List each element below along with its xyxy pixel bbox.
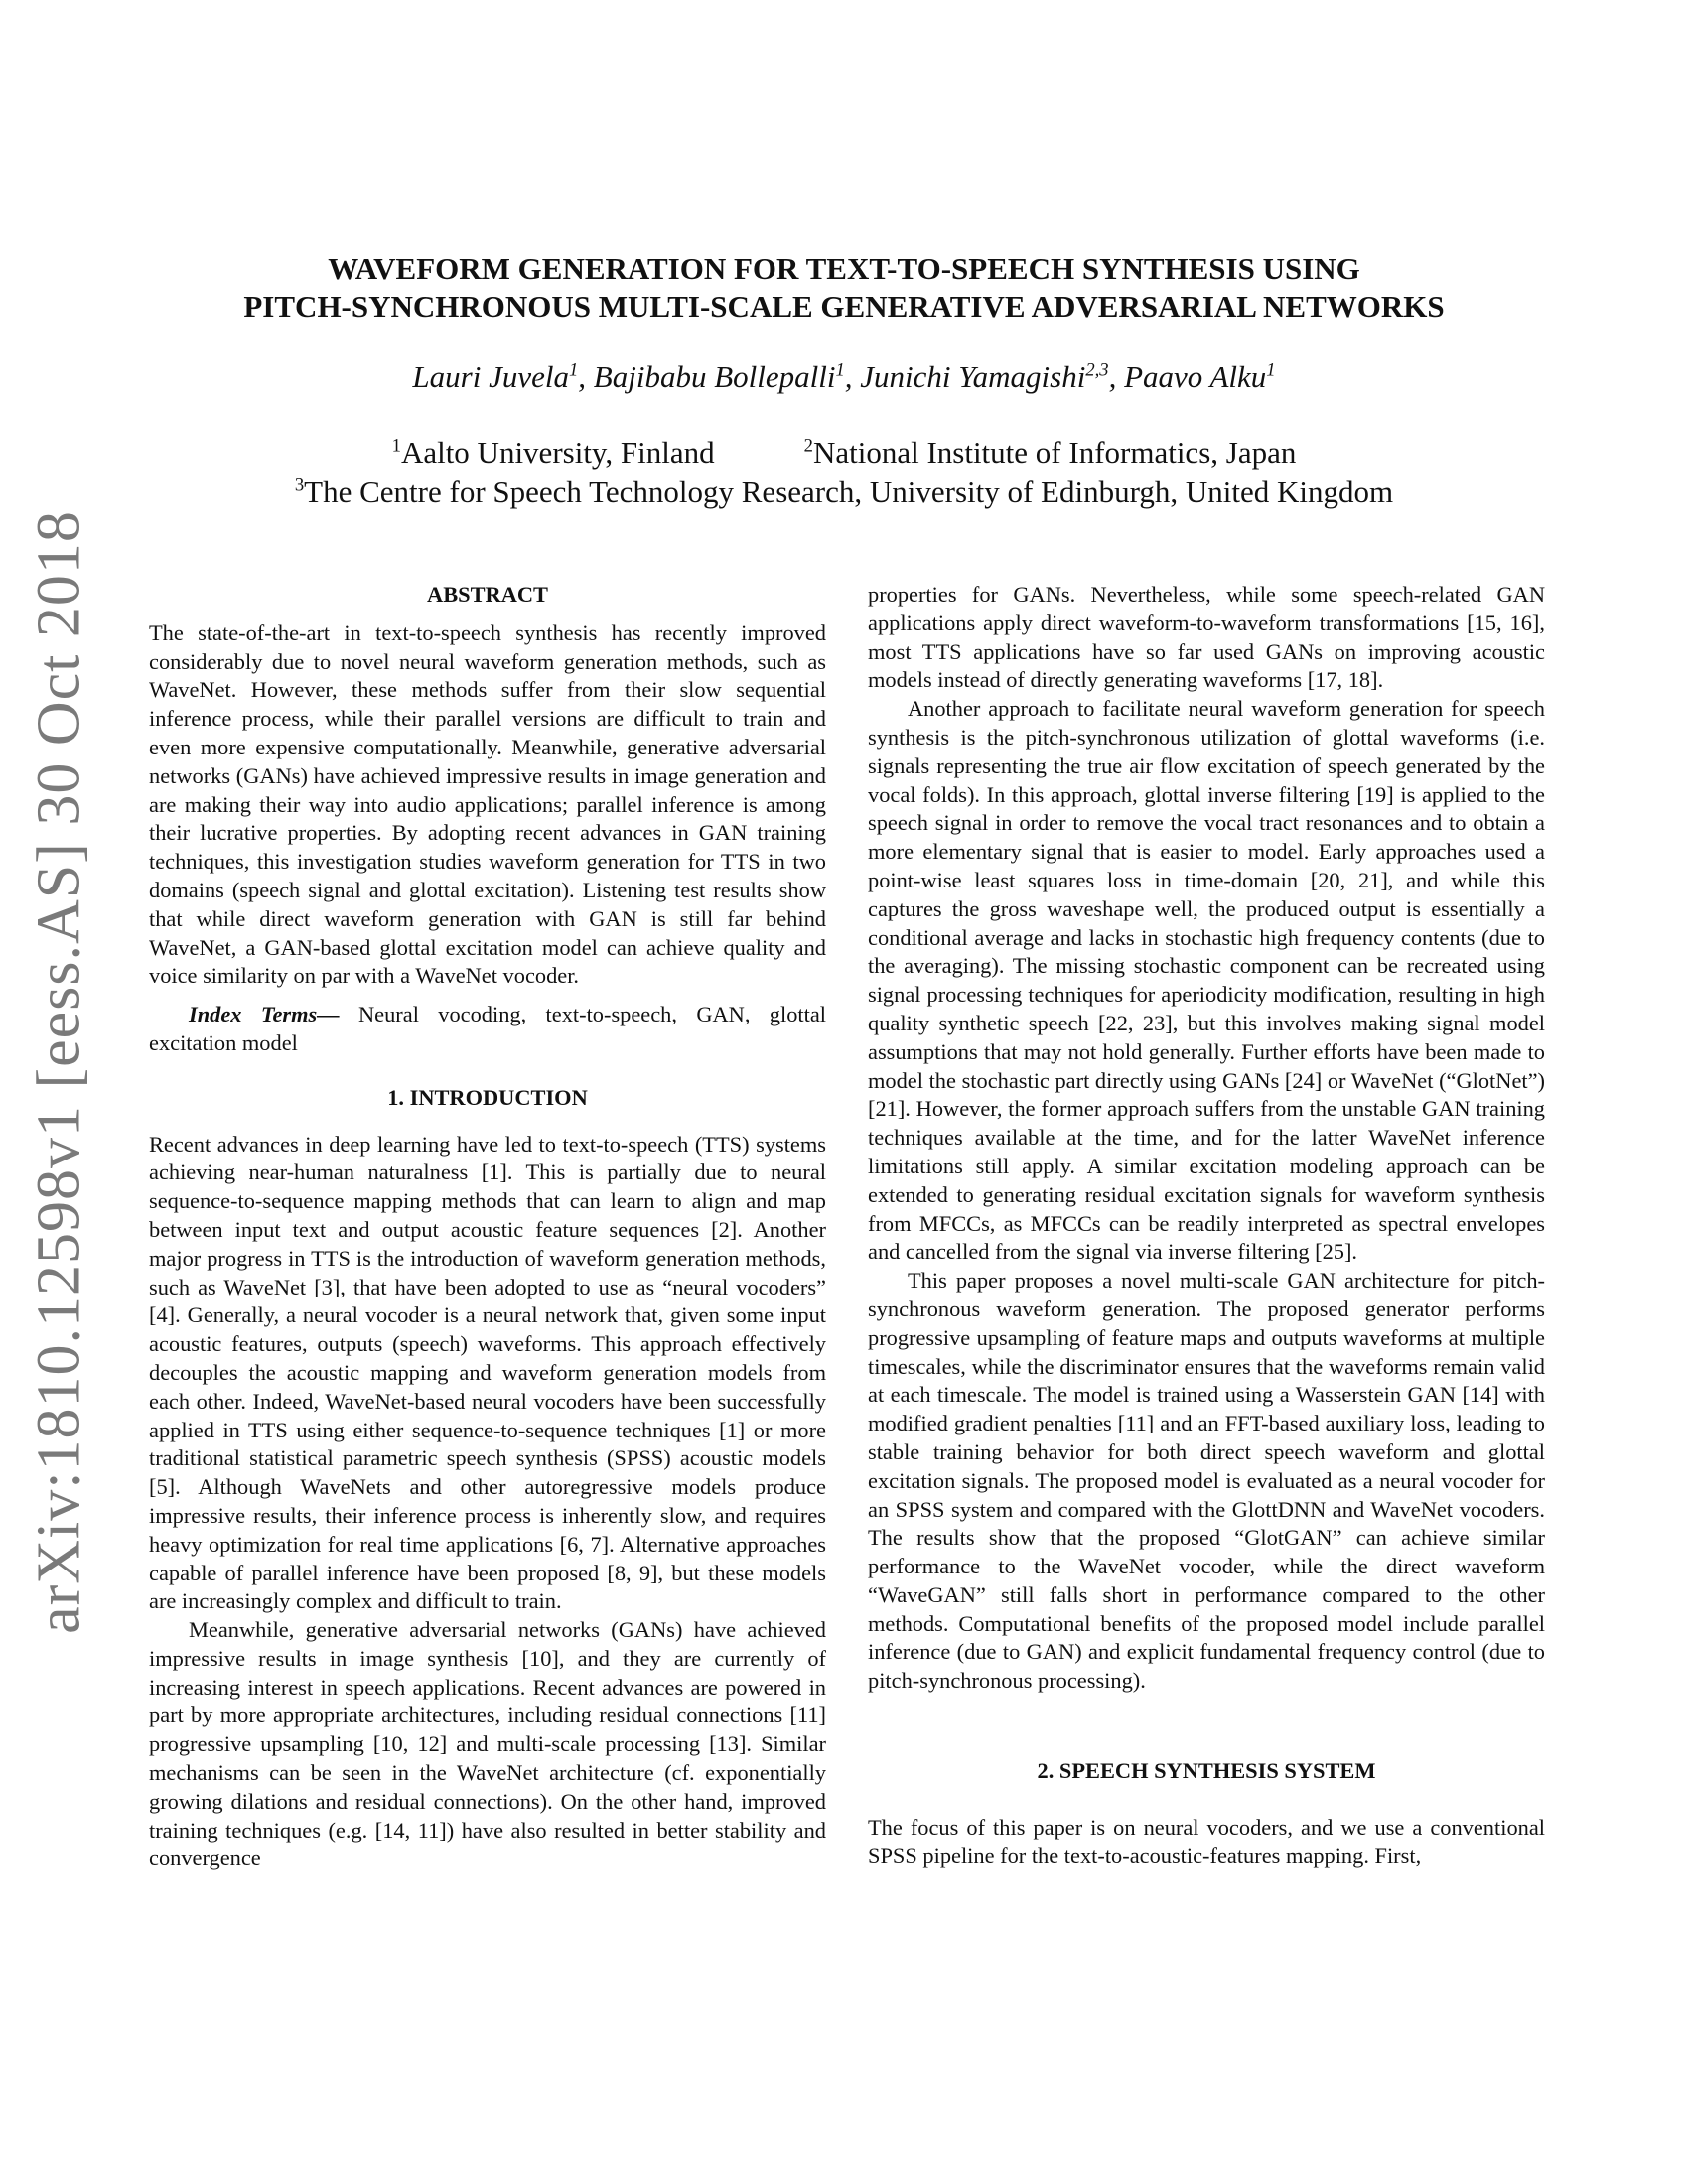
index-terms (149, 1001, 826, 1058)
affil-mark: 1 (391, 435, 401, 457)
affiliation-name: National Institute of Informatics, Japan (812, 435, 1297, 470)
index-terms-text: Neural vocoding, text-to-speech, GAN, glottal excitation model (149, 1002, 826, 1055)
arxiv-sidebar (20, 510, 99, 1634)
title-line-1: WAVEFORM GENERATION FOR TEXT-TO-SPEECH SYNTHESIS USING (328, 251, 1360, 286)
author-list: Lauri Juvela$^1$, Bajibabu Bollepalli$^1$, Junichi Yamagishi$^{2,3}$, Paavo Alku$^1$ (412, 359, 1276, 394)
paragraph: This paper proposes a novel multi-scale GAN architecture for pitch-synchronous waveform generation. The proposed generator performs progressive upsampling of feature maps and outputs waveforms at multiple timescales, while the discriminator ensures that the waveforms remain valid at each timescale. The model is trained using a Wasserstein GAN [14] with modified gradient penalties [11] and an FFT-based auxiliary loss, leading to stable training behavior for both direct speech waveform and glottal excitation signals. The proposed model is evaluated as a neural vocoder for an SPSS system and compared with the GlottDNN and WaveNet vocoders. The results show that the proposed “GlotGAN” can achieve similar performance to the WaveNet vocoder, while the direct waveform “WaveGAN” still falls short in performance compared to the other methods. Computational benefits of the proposed model include parallel inference (due to GAN) and explicit fundamental frequency control (due to pitch-synchronous processing). (868, 1268, 1545, 1694)
author-affil-mark: 1 (568, 359, 579, 381)
affil-mark: 3 (294, 475, 305, 496)
author-affil-mark: 1 (1266, 359, 1276, 381)
author-affil-mark: 2,3 (1085, 359, 1109, 381)
paper-title (149, 250, 1539, 326)
author-name: Bajibabu Bollepalli (593, 359, 836, 394)
affiliation-name: The Centre for Speech Technology Research, University of Edinburgh, United Kingdom (304, 475, 1394, 509)
paragraph: Meanwhile, generative adversarial networks (GANs) have achieved impressive results in image synthesis [10], and they are currently of increasing interest in speech applications. Recent advances are powered in part by more appropriate architectures, including residual connections [11] progressive upsampling [10, 12] and multi-scale processing [13]. Similar mechanisms can be seen in the WaveNet architecture (cf. exponentially growing dilations and residual connections). On the other hand, improved training techniques (e.g. [14, 11]) have also resulted in better stability and convergence (149, 1617, 826, 1871)
paragraph: properties for GANs. Nevertheless, while some speech-related GAN applications apply direct waveform-to-waveform transformations [15, 16], most TTS applications have so far used GANs on improving acoustic models instead of directly generating waveforms [17, 18]. (868, 582, 1545, 693)
left-column (149, 581, 826, 1873)
paragraph: Recent advances in deep learning have led to text-to-speech (TTS) systems achieving near-human naturalness [1]. This is partially due to neural sequence-to-sequence mapping methods that can learn to align and map between input text and output acoustic feature sequences [2]. Another major progress in TTS is the introduction of waveform generation methods, such as WaveNet [3], that have been adopted to use as “neural vocoders” [4]. Generally, a neural vocoder is a neural network that, given some input acoustic features, outputs (speech) waveforms. This approach effectively decouples the acoustic mapping and waveform generation models from each other. Indeed, WaveNet-based neural vocoders have been successfully applied in TTS using either sequence-to-sequence techniques [1] or more traditional statistical parametric speech synthesis (SPSS) acoustic models [5]. Although WaveNets and other autoregressive models produce impressive results, their inference process is inherently slow, and requires heavy optimization for real time applications [6, 7]. Alternative approaches capable of parallel inference have been proposed [8, 9], but these models are increasingly complex and difficult to train. (149, 1131, 826, 1614)
abstract-heading: ABSTRACT (427, 582, 548, 607)
paragraph: Another approach to facilitate neural waveform generation for speech synthesis is the pitch-synchronous utilization of glottal waveforms (i.e. signals representing the true air flow excitation of speech generated by the vocal folds). In this approach, glottal inverse filtering [19] is applied to the speech signal in order to remove the vocal tract resonances and to obtain a more elementary signal that is easier to model. Early approaches used a point-wise least squares loss in time-domain [20, 21], and while this captures the gross waveshape well, the produced output is essentially a conditional average and lacks in stochastic high frequency contents (due to the averaging). The missing stochastic component can be recreated using signal processing techniques for aperiodicity modification, resulting in high quality synthetic speech [22, 23], but this involves making signal model assumptions that may not hold generally. Further efforts have been made to model the stochastic part directly using GANs [24] or WaveNet (“GlotNet”) [21]. However, the former approach suffers from the unstable GAN training techniques available at the time, and for the latter WaveNet inference limitations still apply. A similar excitation modeling approach can be extended to generating residual excitation signals for waveform synthesis from MFCCs, as MFCCs can be readily interpreted as spectral envelopes and cancelled from the signal via inverse filtering [25]. (868, 696, 1545, 1265)
affil-mark: 2 (803, 435, 813, 457)
index-terms-label: Index Terms— (189, 1002, 340, 1027)
paragraph: The focus of this paper is on neural vocoders, and we use a conventional SPSS pipeline for the text-to-acoustic-features mapping. First, (868, 1814, 1545, 1868)
title-line-2: PITCH-SYNCHRONOUS MULTI-SCALE GENERATIVE ADVERSARIAL NETWORKS (243, 289, 1445, 324)
author-name: Junichi Yamagishi (860, 359, 1086, 394)
author-affil-mark: 1 (835, 359, 845, 381)
arxiv-identifier: arXiv:1810.12598v1 [eess.AS] 30 Oct 2018 (25, 510, 93, 1634)
affiliation-line-1 (149, 435, 1539, 471)
section-heading-system: 2. SPEECH SYNTHESIS SYSTEM (1037, 1758, 1376, 1784)
affiliation-line-2 (149, 475, 1539, 510)
right-column (868, 581, 1545, 1870)
affiliation-name: Aalto University, Finland (400, 435, 715, 470)
author-name: Lauri Juvela (412, 359, 569, 394)
abstract-text: The state-of-the-art in text-to-speech synthesis has recently improved considerably due to novel neural waveform generation methods, such as WaveNet. However, these methods suffer from their slow sequential inference process, while their parallel versions are difficult to train and even more expensive computationally. Meanwhile, generative adversarial networks (GANs) have achieved impressive results in image generation and are making their way into audio applications; parallel inference is among their lucrative properties. By adopting recent advances in GAN training techniques, this investigation studies waveform generation for TTS in two domains (speech signal and glottal excitation). Listening test results show that while direct waveform generation with GAN is still far behind WaveNet, a GAN-based glottal excitation model can achieve quality and voice similarity on par with a WaveNet vocoder. (149, 619, 826, 989)
author-name: Paavo Alku (1124, 359, 1267, 394)
section-heading-introduction: 1. INTRODUCTION (387, 1084, 588, 1110)
